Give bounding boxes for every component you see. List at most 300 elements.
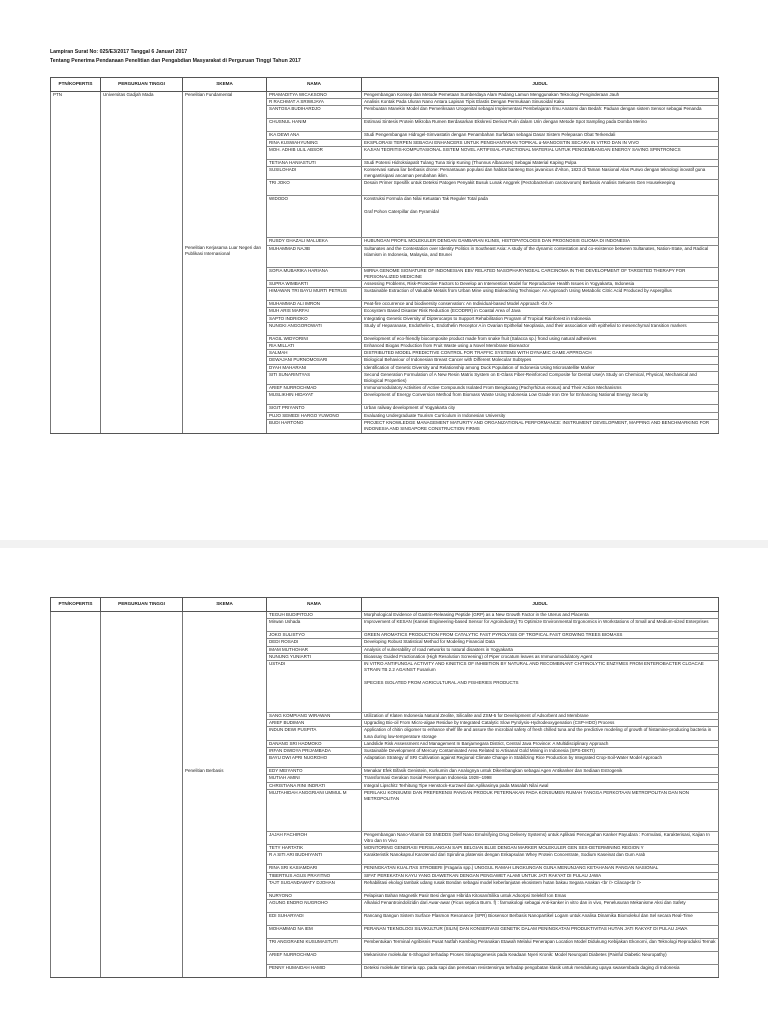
table-row bbox=[51, 99, 719, 106]
scheme-cell bbox=[183, 740, 267, 747]
research-title-cell: Sustainable Development of Mercury Contaminated Area Related to Artisanal Gold Mining in Indonesia (SPS-DIKTI) bbox=[362, 748, 719, 755]
scheme-cell bbox=[183, 619, 267, 632]
university-cell bbox=[101, 308, 183, 315]
ptn-cell bbox=[51, 385, 101, 392]
researcher-name-cell: SOFIA MUBARIKA HARIANA bbox=[267, 267, 362, 280]
university-cell bbox=[101, 139, 183, 146]
researcher-name-cell: Mirwan Ushada bbox=[267, 619, 362, 632]
research-title-cell: Deteksi molekuler Eimeria spp. pada sapi dan pemetaan resistensinya terhadap pengobatan klasik untuk mendukung upaya swasembada daging di Indonesia bbox=[362, 965, 719, 978]
researcher-name-cell: MUSLIKHIN HIDAYAT bbox=[267, 392, 362, 405]
column-header-pt: PERGURUAN TINGGI bbox=[101, 78, 183, 92]
scheme-cell bbox=[183, 288, 267, 301]
ptn-cell bbox=[51, 632, 101, 639]
table-row bbox=[51, 196, 719, 238]
scheme-cell bbox=[183, 612, 267, 619]
table-row bbox=[51, 119, 719, 132]
scheme-cell bbox=[183, 238, 267, 245]
ptn-cell bbox=[51, 845, 101, 852]
table-row bbox=[51, 612, 719, 619]
researcher-name-cell: TEGUH BUDIPITOJO bbox=[267, 612, 362, 619]
ptn-cell bbox=[51, 419, 101, 433]
table-row bbox=[51, 952, 719, 965]
researcher-name-cell: IKA DEWI ANA bbox=[267, 132, 362, 139]
ptn-cell bbox=[51, 364, 101, 371]
page-separator bbox=[0, 540, 768, 548]
research-title-cell: Landslide Risk Assessment And Management In Banjarnegara District, Central Java Province: A Multidisciplinary Approach bbox=[362, 740, 719, 747]
scheme-cell bbox=[183, 727, 267, 740]
research-title-cell: Urban railway development of Yogyakarta city bbox=[362, 405, 719, 412]
research-title-cell: Pengembangan Nano-Vitamin D3 SNEDDS (Self Nano Emulsifying Drug Delivery Systems) untuk Aplikasi Pencegahan Kanker Payudara : Formulasi, Karakterisasi, Kajian In Vitro dan In Vivo bbox=[362, 831, 719, 844]
research-title-cell: Integral Lipschitz Terhitung Tipe Henstock-Kurzweil dan Aplikasinya pada Masalah Nilai Awal bbox=[362, 782, 719, 789]
scheme-cell bbox=[183, 653, 267, 660]
scheme-cell bbox=[183, 755, 267, 768]
table-header-row bbox=[51, 598, 719, 612]
ptn-cell bbox=[51, 180, 101, 196]
table-row bbox=[51, 831, 719, 844]
table-row bbox=[51, 139, 719, 146]
ptn-cell bbox=[51, 146, 101, 159]
column-header-pt: PERGURUAN TINGGI bbox=[101, 598, 183, 612]
university-cell bbox=[101, 106, 183, 119]
researcher-name-cell: PRAMADITYA WICAKSONO bbox=[267, 92, 362, 99]
researcher-name-cell: EDI SUHARYADI bbox=[267, 913, 362, 926]
ptn-cell bbox=[51, 322, 101, 335]
scheme-cell: Penelitian Kerjasama Luar Negeri dan Publikasi Internasional bbox=[183, 245, 267, 267]
table-row bbox=[51, 315, 719, 322]
university-cell bbox=[101, 412, 183, 419]
table-row bbox=[51, 900, 719, 913]
university-cell bbox=[101, 132, 183, 139]
scheme-cell bbox=[183, 146, 267, 159]
scheme-cell bbox=[183, 119, 267, 132]
university-cell bbox=[101, 364, 183, 371]
scheme-cell bbox=[183, 713, 267, 720]
column-header-skema: SKEMA bbox=[183, 598, 267, 612]
university-cell bbox=[101, 146, 183, 159]
table-row bbox=[51, 308, 719, 315]
scheme-cell bbox=[183, 845, 267, 852]
table-row bbox=[51, 639, 719, 646]
university-cell bbox=[101, 900, 183, 913]
research-title-cell: Pembuatan Manekin Model dan Pemeriksaan Urogenital sebagai Implementasi Pembelajaran Ilmu Anatomi dan Bedah: Paduan dengan sistem Sensor sebagai Penanda bbox=[362, 106, 719, 119]
researcher-name-cell: IRFAN DWIDYA PRIJAMBADA bbox=[267, 748, 362, 755]
scheme-cell bbox=[183, 350, 267, 357]
scheme-cell bbox=[183, 412, 267, 419]
scheme-cell bbox=[183, 132, 267, 139]
researcher-name-cell: BAYU DWI APRI NUGROHO bbox=[267, 755, 362, 768]
research-title-cell: Menakar Efek Bifasik Genistein, Kurkumin dan Analognya untuk Dikembangkan sebagai Agen Antikanker dan Sediaan Estrogenik bbox=[362, 768, 719, 775]
ptn-cell bbox=[51, 755, 101, 768]
table-row bbox=[51, 926, 719, 939]
ptn-cell bbox=[51, 952, 101, 965]
researcher-name-cell: SAPTO INDRIOKO bbox=[267, 315, 362, 322]
university-cell bbox=[101, 385, 183, 392]
researcher-name-cell: SUSILOHADI bbox=[267, 167, 362, 180]
research-title-cell: Developing Robust Statistical Method for Modeling Financial Data bbox=[362, 639, 719, 646]
research-title-cell: PERILAKU KONSUMSI DAN PREFERENSI PANGAN PRODUK PETERNAKAN PADA KONSUMEN RUMAH TANGGA PERKOTAAN METROPOLITAN DAN NON METROPOLITAN bbox=[362, 789, 719, 831]
ptn-cell bbox=[51, 119, 101, 132]
scheme-cell bbox=[183, 748, 267, 755]
researcher-name-cell: SANG KOMPIANG WIRAWAN bbox=[267, 713, 362, 720]
table-header-row bbox=[51, 78, 719, 92]
research-title-cell: Integrating Genetic Diversity of Dipterocarps to Support Rehabilitation Program of Tropical Rainforest in Indonesia bbox=[362, 315, 719, 322]
researcher-name-cell: RAGIL WIDYORINI bbox=[267, 335, 362, 342]
table-row bbox=[51, 845, 719, 852]
university-cell bbox=[101, 315, 183, 322]
table-row bbox=[51, 727, 719, 740]
column-header-ptn: PTN/KOPERTIS bbox=[51, 598, 101, 612]
attachment-letter-reference: Lampiran Surat No: 025/E3/2017 Tanggal 6 Januari 2017 bbox=[50, 49, 188, 55]
scheme-cell bbox=[183, 364, 267, 371]
research-title-cell: KAJIAN TEORITIS-KOMPUTASIONAL SISTEM NOVEL ARTIFISIAL-FUNCTIONAL MATERIAL UNTUK PENGEMBANGAN ENERGY SAVING SPINTRONICS bbox=[362, 146, 719, 159]
scheme-cell bbox=[183, 965, 267, 978]
table-row bbox=[51, 357, 719, 364]
research-title-cell: Assessing Problems, Risk-Protective Factors to Develop an Intervention Model for Reproductive Health Issues in Yogyakarta, Indonesia bbox=[362, 281, 719, 288]
table-row bbox=[51, 267, 719, 280]
ptn-cell bbox=[51, 196, 101, 238]
document-page-2 bbox=[0, 548, 768, 1024]
table-row bbox=[51, 740, 719, 747]
scheme-cell bbox=[183, 419, 267, 433]
researcher-name-cell: MUJTAHIDAH ANGGRIANI UMMUL M bbox=[267, 789, 362, 831]
ptn-cell bbox=[51, 775, 101, 782]
table-row bbox=[51, 288, 719, 301]
table-row bbox=[51, 281, 719, 288]
university-cell bbox=[101, 288, 183, 301]
researcher-name-cell: R A SITI ARI BUDHIYANTI bbox=[267, 852, 362, 865]
column-header-skema: SKEMA bbox=[183, 78, 267, 92]
research-title-cell: SIFAT PEREKATAN KAYU YANG DIAWETKAN DENGAN PENGAWET ALAMI UNTUK JATI RAKYAT DI PULAU JAWA bbox=[362, 872, 719, 879]
ptn-cell bbox=[51, 965, 101, 978]
university-cell bbox=[101, 167, 183, 180]
research-title-cell: Analysis of vulnerability of road networks to natural disasters in Yogyakarta bbox=[362, 646, 719, 653]
university-cell bbox=[101, 238, 183, 245]
research-title-cell: Konstruksi Formula dan Nilai Ketuatan Tak Reguler Total pada Graf Pohon Caterpillar dan Pyramidal bbox=[362, 196, 719, 238]
university-cell bbox=[101, 748, 183, 755]
ptn-cell bbox=[51, 727, 101, 740]
scheme-cell bbox=[183, 775, 267, 782]
table-row bbox=[51, 238, 719, 245]
ptn-cell bbox=[51, 939, 101, 952]
scheme-cell bbox=[183, 267, 267, 280]
university-cell bbox=[101, 879, 183, 892]
university-cell bbox=[101, 357, 183, 364]
table-row bbox=[51, 146, 719, 159]
ptn-cell bbox=[51, 392, 101, 405]
university-cell bbox=[101, 350, 183, 357]
ptn-cell bbox=[51, 768, 101, 775]
university-cell bbox=[101, 646, 183, 653]
ptn-cell bbox=[51, 865, 101, 872]
researcher-name-cell: WIDODO bbox=[267, 196, 362, 238]
scheme-cell bbox=[183, 926, 267, 939]
researcher-name-cell: MUHAMMAD NAJIB bbox=[267, 245, 362, 267]
scheme-cell bbox=[183, 196, 267, 238]
university-cell bbox=[101, 789, 183, 831]
column-header-judul: JUDUL bbox=[362, 78, 719, 92]
research-title-cell: PERANAN TEKNOLOGI SILVIKULTUR (SILIN) DAN KONSERVASI GENETIK DALAM PENINGKATAN PRODUKTIVITAS HUTAN JATI RAKYAT DI PULAU JAWA bbox=[362, 926, 719, 939]
research-title-cell: Estimasi Sintesis Protein Mikroba Rumen Berdasarkan Ekskresi Derivat Purin dalam Urin dengan Metode Spot Sampling pada Domba Merino bbox=[362, 119, 719, 132]
researcher-name-cell: PENNY HUMAIDAH HAMID bbox=[267, 965, 362, 978]
researcher-name-cell: NURYONO bbox=[267, 892, 362, 899]
table-row bbox=[51, 939, 719, 952]
university-cell bbox=[101, 632, 183, 639]
table-row bbox=[51, 768, 719, 775]
researcher-name-cell: NUNGKI ANGGOROWATI bbox=[267, 322, 362, 335]
university-cell bbox=[101, 322, 183, 335]
ptn-cell bbox=[51, 167, 101, 180]
ptn-cell bbox=[51, 653, 101, 660]
researcher-name-cell: SITI SUNARINTYAS bbox=[267, 371, 362, 384]
university-cell bbox=[101, 159, 183, 166]
table-row bbox=[51, 301, 719, 308]
research-title-cell: Pelapisan Bahan Magnetik Pasir Besi dengan Hibrida Kitosan/Silika untuk Adsorpsi Selektif Ion Emas bbox=[362, 892, 719, 899]
researcher-name-cell: PUJO SEMEDI HARGO YUWONO bbox=[267, 412, 362, 419]
scheme-cell bbox=[183, 782, 267, 789]
ptn-cell bbox=[51, 405, 101, 412]
research-title-cell: Rehabilitasi ekologi tambak udang rusak Bondan sebagai model keberlanjutan ekosistem hutan bakau Segara Anakan <br /> Cilacap<br /> bbox=[362, 879, 719, 892]
researcher-name-cell: TRI ANGGRAENI KUSUMASTUTI bbox=[267, 939, 362, 952]
scheme-cell bbox=[183, 900, 267, 913]
researcher-name-cell: MOH. ADHIB ULIL ABSOR bbox=[267, 146, 362, 159]
ptn-cell bbox=[51, 900, 101, 913]
ptn-cell bbox=[51, 872, 101, 879]
scheme-cell bbox=[183, 139, 267, 146]
ptn-cell bbox=[51, 879, 101, 892]
research-title-cell: PENINGKATAN KUALITAS STROBERI (Fragaria spp.) UNGGUL RAMAH LINGKUNGAN GUNA MENUNJANG KETAHANAN PANGAN NASIONAL bbox=[362, 865, 719, 872]
university-cell bbox=[101, 782, 183, 789]
table-row bbox=[51, 385, 719, 392]
scheme-cell bbox=[183, 392, 267, 405]
researcher-name-cell: MUH ARIS MARFAI bbox=[267, 308, 362, 315]
researcher-name-cell: CHUSNUL HANIM bbox=[267, 119, 362, 132]
researcher-name-cell: RUSDY GHAZALI MALUEKA bbox=[267, 238, 362, 245]
scheme-cell bbox=[183, 872, 267, 879]
research-title-cell: Analisis Kontak Pada Uluran Nano Antara Lapisan Tipis Elastis Dengan Permukaan Sinusoidal Kaku bbox=[362, 99, 719, 106]
table-row bbox=[51, 720, 719, 727]
table-row bbox=[51, 865, 719, 872]
scheme-cell bbox=[183, 879, 267, 892]
ptn-cell bbox=[51, 720, 101, 727]
researcher-name-cell: SALMAH bbox=[267, 350, 362, 357]
scheme-cell bbox=[183, 159, 267, 166]
research-title-cell: Utilization of Klaten Indonesia Natural Zeolite, Silicalite and ZSM-5 for Development of Adsorbent and Membrane bbox=[362, 713, 719, 720]
table-row bbox=[51, 789, 719, 831]
attachment-subject: Tentang Penerima Pendanaan Penelitian dan Pengabdian Masyarakat di Perguruan Tinggi Tahun 2017 bbox=[50, 58, 301, 64]
university-cell bbox=[101, 913, 183, 926]
ptn-cell bbox=[51, 343, 101, 350]
research-title-cell: Morphological Evidence of Gastrin-Releasing Peptide (GRP) as a New Growth Factor in the Uterus and Placenta bbox=[362, 612, 719, 619]
university-cell bbox=[101, 939, 183, 952]
research-title-cell: Pembentukan Terminal Agribisnis Pusat Nutfah Kambing Peranakan Etawah Melalui Penerapan Location Model Didukung Kebijakan Ekonomi, dan Teknologi Reproduksi Ternak bbox=[362, 939, 719, 952]
column-header-ptn: PTN/KOPERTIS bbox=[51, 78, 101, 92]
research-title-cell: Sustainable Extraction of Valuable Metals from Urban Mine using Bioleaching Technique: An Approach Using Metabolic Citric Acid Produced by Aspergillus bbox=[362, 288, 719, 301]
ptn-cell bbox=[51, 371, 101, 384]
scheme-cell bbox=[183, 167, 267, 180]
ptn-cell bbox=[51, 308, 101, 315]
university-cell bbox=[101, 845, 183, 852]
table-row bbox=[51, 646, 719, 653]
research-title-cell: Second Generation Formulation of A New Resin Matrix System on E-Glass Fiber-Reinforced Composite for Dental Use(A Study on Chemical, Physical, Mechanical and Biological Properties) bbox=[362, 371, 719, 384]
university-cell bbox=[101, 180, 183, 196]
university-cell bbox=[101, 99, 183, 106]
university-cell bbox=[101, 245, 183, 267]
ptn-cell bbox=[51, 913, 101, 926]
ptn-cell bbox=[51, 646, 101, 653]
ptn-cell bbox=[51, 661, 101, 713]
university-cell bbox=[101, 831, 183, 844]
column-header-judul: JUDUL bbox=[362, 598, 719, 612]
researcher-name-cell: TAJT SUGANDAWATY DJOHAN bbox=[267, 879, 362, 892]
scheme-cell bbox=[183, 343, 267, 350]
researcher-name-cell: NUNUNG YUNIARTI bbox=[267, 653, 362, 660]
ptn-cell bbox=[51, 639, 101, 646]
researcher-name-cell: RINA KUSWAHYUNING bbox=[267, 139, 362, 146]
ptn-cell: PTN bbox=[51, 92, 101, 99]
ptn-cell bbox=[51, 789, 101, 831]
recipients-table-page-1 bbox=[50, 77, 719, 434]
university-cell bbox=[101, 119, 183, 132]
scheme-cell bbox=[183, 632, 267, 639]
ptn-cell bbox=[51, 782, 101, 789]
researcher-name-cell: INDUN DEWI PUSPITA bbox=[267, 727, 362, 740]
university-cell bbox=[101, 612, 183, 619]
ptn-cell bbox=[51, 350, 101, 357]
ptn-cell bbox=[51, 245, 101, 267]
scheme-cell bbox=[183, 106, 267, 119]
scheme-cell bbox=[183, 371, 267, 384]
table-row bbox=[51, 782, 719, 789]
research-title-cell: Mekanisme molekular 6-Shogaol terhadap Proses Sinaptogenesis pada Keadaan Nyeri Kronik: Model Neuropati Diabetes (Painful Diabetic Neuropathy) bbox=[362, 952, 719, 965]
table-row bbox=[51, 653, 719, 660]
scheme-cell bbox=[183, 939, 267, 952]
table-row bbox=[51, 619, 719, 632]
ptn-cell bbox=[51, 139, 101, 146]
research-title-cell: Studi Potensi Hidroksiapatit Tulang Tuna Sirip Kuning (Thunnus Albacares) Sebagai Material Kaping Pulpa bbox=[362, 159, 719, 166]
researcher-name-cell: DANANG SRI HADMOKO bbox=[267, 740, 362, 747]
research-title-cell: Peat-fire occurrence and biodiversity conservation: An Individual-based Model Approach <br /> bbox=[362, 301, 719, 308]
research-title-cell: Desain Primer Spesifik untuk Deteksi Patogen Penyakit Busuk Lunak Anggrek (Pectobacterium carotovorum) Berbasis Analisis Sekuens Gen Housekeeping bbox=[362, 180, 719, 196]
researcher-name-cell: MUTIAH AMINI bbox=[267, 775, 362, 782]
university-cell bbox=[101, 405, 183, 412]
researcher-name-cell: JAJAH FACHIROH bbox=[267, 831, 362, 844]
scheme-cell bbox=[183, 301, 267, 308]
researcher-name-cell: IMAM MUTHOHAR bbox=[267, 646, 362, 653]
research-title-cell: Identification of Genetic Diversity and Relationship among Duck Population of Indonesia Using Microsatellite Marker bbox=[362, 364, 719, 371]
research-title-cell: Studi Pengembangan Hidrogel-Simvastatin dengan Penambahan Surfaktan sebagai Dasar Sistem Pelepasan Obat Terkendali bbox=[362, 132, 719, 139]
university-cell bbox=[101, 653, 183, 660]
recipients-table-page-2 bbox=[50, 597, 719, 978]
researcher-name-cell: TETIANA HANIASTUTI bbox=[267, 159, 362, 166]
scheme-cell bbox=[183, 720, 267, 727]
researcher-name-cell: SIGIT PRIYANTO bbox=[267, 405, 362, 412]
researcher-name-cell: ARIEF NURROCHMAD bbox=[267, 385, 362, 392]
research-title-cell: Bioassay Guided Fractionation (High Resolution Screening) of Piper crocatum leaves as Immunomodulatory Agent bbox=[362, 653, 719, 660]
researcher-name-cell: USTADI bbox=[267, 661, 362, 713]
university-cell bbox=[101, 335, 183, 342]
scheme-cell bbox=[183, 322, 267, 335]
research-title-cell: Sultanates and the Contestation over Identity Politics in Southeast Asia: A study of the dynamic contestation and co-existence between Sultanates, Nation-State, and Radical Islamism in Indonesia, Malaysia, and Brunei bbox=[362, 245, 719, 267]
research-title-cell: Development of Energy Conversion Method from Biomass Waste Using Indonesia Low Grade Iron Ore for Enhancing National Energy Security bbox=[362, 392, 719, 405]
researcher-name-cell: BUDI HARTONO bbox=[267, 419, 362, 433]
research-title-cell: Evaluating Undergraduate Tourism Curriculum in Indonesian University bbox=[362, 412, 719, 419]
ptn-cell bbox=[51, 281, 101, 288]
university-cell bbox=[101, 872, 183, 879]
university-cell bbox=[101, 926, 183, 939]
university-cell bbox=[101, 639, 183, 646]
scheme-cell bbox=[183, 892, 267, 899]
table-row bbox=[51, 419, 719, 433]
research-title-cell: Biological Behaviour of Indonesian Breast Cancer with Different Molecular Subtypes bbox=[362, 357, 719, 364]
university-cell bbox=[101, 768, 183, 775]
research-title-cell: GREEN AROMATICS PRODUCTION FROM CATALYTIC FAST PYROLYSIS OF TROPICAL FAST GROWING TREES BIOMASS bbox=[362, 632, 719, 639]
scheme-cell: Penelitian Berbasis bbox=[183, 768, 267, 775]
researcher-name-cell: TIBERTIUS AGUS PRAYITNO bbox=[267, 872, 362, 879]
scheme-cell bbox=[183, 865, 267, 872]
researcher-name-cell: RIA MILLATI bbox=[267, 343, 362, 350]
table-row bbox=[51, 965, 719, 978]
scheme-cell: Penelitian Fundamental bbox=[183, 92, 267, 99]
scheme-cell bbox=[183, 405, 267, 412]
research-title-cell: Enhanced Biogas Production from Fruit Waste using a Novel Membrane Bioreactor bbox=[362, 343, 719, 350]
scheme-cell bbox=[183, 852, 267, 865]
researcher-name-cell: TETY HARTATIK bbox=[267, 845, 362, 852]
university-cell bbox=[101, 281, 183, 288]
scheme-cell bbox=[183, 646, 267, 653]
research-title-cell: IN VITRO ANTIFUNGAL ACTIVITY AND KINETICS OF INHIBITION BY NATURAL AND RECOMBINANT CHITINOLYTIC ENZYMES FROM ENTEROBACTER CLOACAE STRAIN TB 2.2 AGAINST Fusarium SPECIES ISOLATED FROM AGRICULTURAL AND FISHERIES PRODUCTS bbox=[362, 661, 719, 713]
research-title-cell: EKSPLORASI TERPEN SEBAGAI ENHANCERS UNTUK PENGHANTARAN TOPIKAL α-MANGOSTIN SECARA IN VITRO DAN IN VIVO bbox=[362, 139, 719, 146]
university-cell bbox=[101, 371, 183, 384]
scheme-cell bbox=[183, 831, 267, 844]
university-cell bbox=[101, 852, 183, 865]
university-cell bbox=[101, 713, 183, 720]
research-title-cell: MONITORING GENERASI PERSILANGAN SAPI BELGIAN BLUE DENGAN MARKER MOLEKULER GEN SEX-DETERMINING REGION Y bbox=[362, 845, 719, 852]
table-row bbox=[51, 350, 719, 357]
researcher-name-cell: SANTOSA BUDIHARDJO bbox=[267, 106, 362, 119]
ptn-cell bbox=[51, 159, 101, 166]
ptn-cell bbox=[51, 301, 101, 308]
ptn-cell bbox=[51, 267, 101, 280]
ptn-cell bbox=[51, 926, 101, 939]
university-cell bbox=[101, 965, 183, 978]
scheme-cell bbox=[183, 952, 267, 965]
table-row bbox=[51, 132, 719, 139]
table-row bbox=[51, 852, 719, 865]
scheme-cell bbox=[183, 357, 267, 364]
scheme-cell bbox=[183, 335, 267, 342]
table-row bbox=[51, 322, 719, 335]
university-cell bbox=[101, 740, 183, 747]
table-row bbox=[51, 713, 719, 720]
university-cell bbox=[101, 301, 183, 308]
research-title-cell: PROJECT KNOWLEDGE MANAGEMENT MATURITY AND ORGANIZATIONAL PERFORMANCE: INSTRUMENT DEVELOPMENT, MAPPING AND BENCHMARKING FOR INDONESIA AND SINGAPORE CONSTRUCTION FIRMS bbox=[362, 419, 719, 433]
researcher-name-cell: DEDI ROSADI bbox=[267, 639, 362, 646]
research-title-cell: Adaptation Strategy of SRI Cultivation against Regional Climate Change in Stabilizing Rice Production by Integrated Crop-Soil-Water Model Approach bbox=[362, 755, 719, 768]
university-cell bbox=[101, 952, 183, 965]
table-row bbox=[51, 913, 719, 926]
university-cell bbox=[101, 755, 183, 768]
scheme-cell bbox=[183, 315, 267, 322]
table-row bbox=[51, 892, 719, 899]
university-cell bbox=[101, 267, 183, 280]
researcher-name-cell: ARIEF BUDIMAN bbox=[267, 720, 362, 727]
ptn-cell bbox=[51, 412, 101, 419]
university-cell bbox=[101, 775, 183, 782]
university-cell bbox=[101, 661, 183, 713]
table-row bbox=[51, 167, 719, 180]
table-row bbox=[51, 335, 719, 342]
research-title-cell: Application of chitin oligomer to enhance shelf life and assure the microbial safety of fresh chilled tuna and the predictive modeling of growth of histamine-producing bacteria in tuna during low-temperature storage bbox=[362, 727, 719, 740]
